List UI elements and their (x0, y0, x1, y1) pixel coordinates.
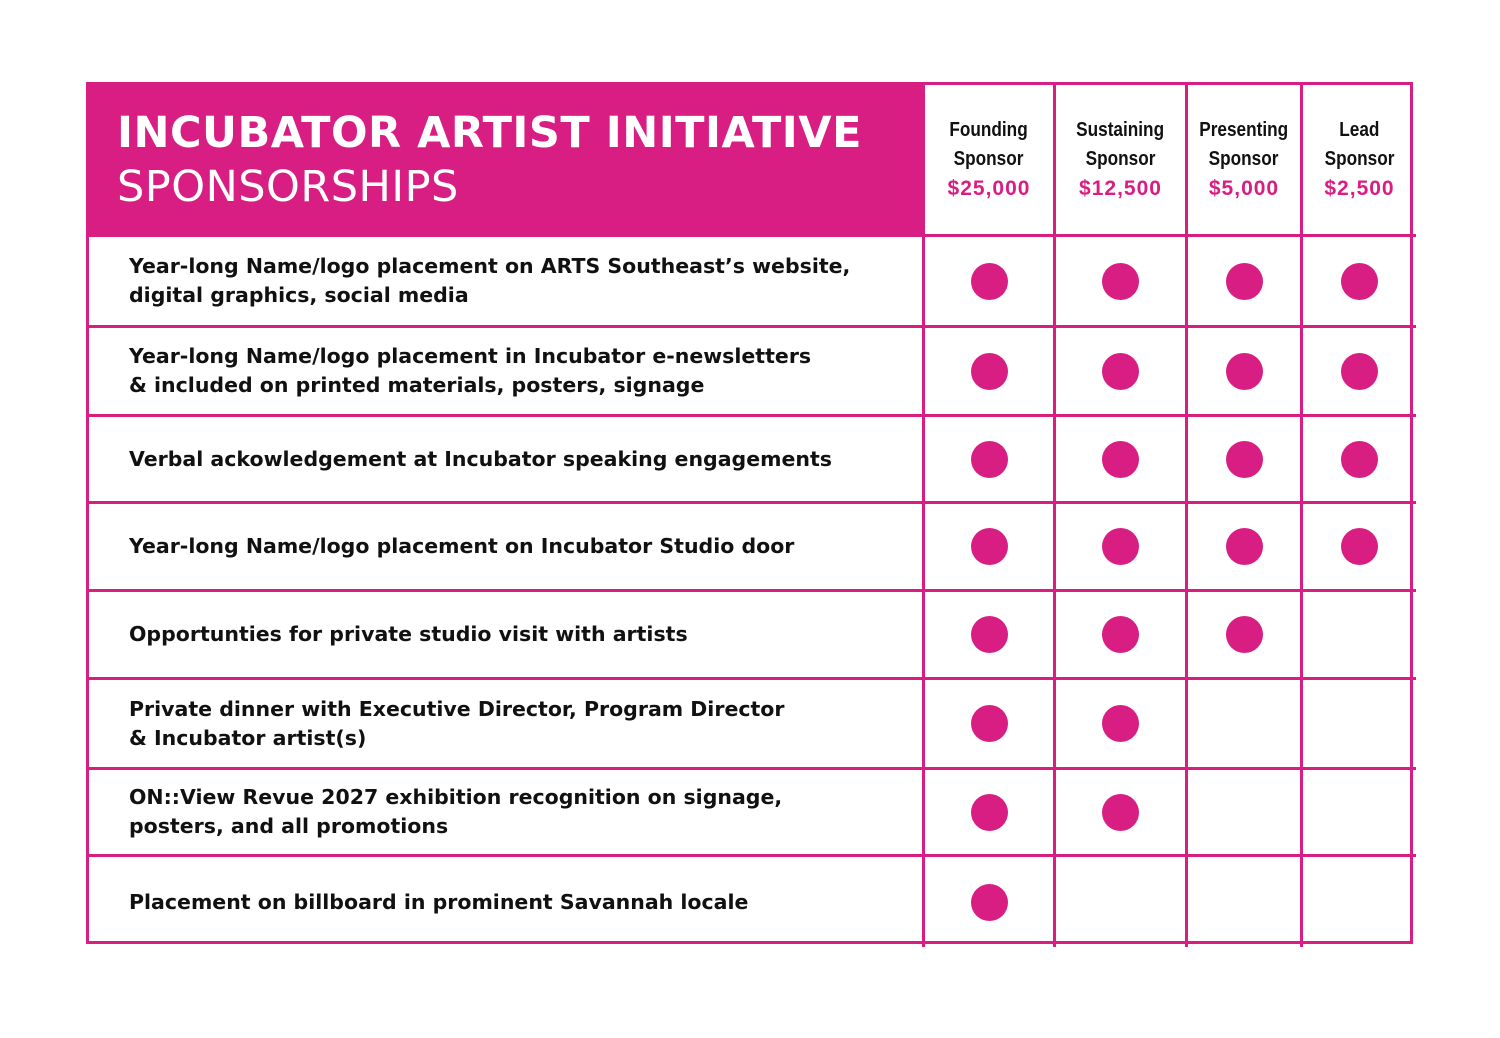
benefit-tier-cell (1188, 680, 1303, 770)
tier-name-line2: Sponsor (1085, 148, 1156, 170)
benefit-label-cell (89, 328, 925, 417)
tier-name-line1: Sustaining (1076, 119, 1165, 141)
benefit-tier-cell (925, 237, 1056, 328)
benefit-text: Opportunties for private studio visit with artists (129, 622, 688, 646)
benefit-text: Verbal ackowledgement at Incubator speaking engagements (129, 446, 832, 471)
included-dot-icon (1226, 263, 1263, 300)
title-main: INCUBATOR ARTIST INITIATIVE (117, 107, 862, 158)
benefit-tier-cell (1188, 504, 1303, 592)
benefit-label-cell (89, 237, 925, 328)
benefit-tier-cell (1056, 680, 1188, 770)
tier-header-2 (1188, 85, 1303, 237)
benefit-tier-cell (1056, 328, 1188, 417)
benefit-tier-cell (1056, 770, 1188, 857)
included-dot-icon (971, 441, 1008, 478)
benefit-tier-cell (925, 592, 1056, 680)
benefit-tier-cell (1056, 504, 1188, 592)
title-sub: SPONSORSHIPS (117, 161, 459, 212)
benefit-tier-cell (1303, 504, 1416, 592)
benefit-tier-cell (1303, 592, 1416, 680)
benefit-tier-cell (1303, 680, 1416, 770)
included-dot-icon (1102, 794, 1139, 831)
benefit-tier-cell (1303, 237, 1416, 328)
benefit-tier-cell (1188, 592, 1303, 680)
benefit-tier-cell (925, 328, 1056, 417)
benefit-tier-cell (925, 504, 1056, 592)
benefit-tier-cell (925, 770, 1056, 857)
benefit-text: ON::View Revue 2027 exhibition recognition on signage, posters, and all promotions (129, 785, 783, 838)
benefit-tier-cell (1056, 417, 1188, 504)
included-dot-icon (1341, 441, 1378, 478)
tier-price: $12,500 (1079, 177, 1162, 200)
tier-name-line1: Presenting (1199, 119, 1289, 141)
included-dot-icon (1102, 528, 1139, 565)
included-dot-icon (1341, 528, 1378, 565)
tier-name-line2: Sponsor (1209, 148, 1279, 170)
benefit-tier-cell (1303, 328, 1416, 417)
benefit-label-cell (89, 592, 925, 680)
table-title-cell (89, 85, 925, 237)
benefit-tier-cell (1303, 857, 1416, 947)
benefit-tier-cell (1056, 592, 1188, 680)
benefit-tier-cell (1188, 770, 1303, 857)
benefit-tier-cell (1188, 857, 1303, 947)
included-dot-icon (971, 263, 1008, 300)
benefit-label-cell (89, 770, 925, 857)
tier-header-3 (1303, 85, 1416, 237)
benefit-tier-cell (1303, 417, 1416, 504)
benefit-tier-cell (925, 857, 1056, 947)
tier-name-line2: Sponsor (1324, 148, 1395, 170)
tier-name-line1: Founding (949, 119, 1029, 141)
benefit-text: Year-long Name/logo placement on ARTS Southeast’s website, digital graphics, social media (129, 254, 851, 307)
included-dot-icon (971, 616, 1008, 653)
benefit-label-cell (89, 504, 925, 592)
included-dot-icon (1226, 528, 1263, 565)
included-dot-icon (1226, 353, 1263, 390)
benefit-label-cell (89, 680, 925, 770)
included-dot-icon (1102, 705, 1139, 742)
tier-price: $5,000 (1208, 177, 1280, 200)
tier-price: $25,000 (947, 177, 1031, 200)
tier-name-line1: Lead (1339, 119, 1380, 141)
benefit-text: Year-long Name/logo placement on Incubator Studio door (129, 534, 795, 558)
benefit-text: Private dinner with Executive Director, Program Director & Incubator artist(s) (129, 696, 785, 750)
benefit-tier-cell (1056, 237, 1188, 328)
benefit-label-cell (89, 857, 925, 947)
included-dot-icon (971, 528, 1008, 565)
tier-name-line2: Sponsor (954, 148, 1024, 170)
tier-header-0 (925, 85, 1056, 237)
included-dot-icon (1226, 616, 1263, 653)
included-dot-icon (1102, 353, 1139, 390)
benefit-tier-cell (1188, 237, 1303, 328)
benefit-text: Year-long Name/logo placement in Incubator e-newsletters & included on printed materials, posters, signage (129, 344, 812, 397)
benefit-tier-cell (1056, 857, 1188, 947)
included-dot-icon (1102, 263, 1139, 300)
included-dot-icon (971, 705, 1008, 742)
benefit-tier-cell (1188, 417, 1303, 504)
benefit-tier-cell (1303, 770, 1416, 857)
benefit-label-cell (89, 417, 925, 504)
included-dot-icon (1102, 441, 1139, 478)
sponsorship-table (86, 82, 1413, 944)
included-dot-icon (1226, 441, 1263, 478)
benefit-tier-cell (925, 680, 1056, 770)
included-dot-icon (971, 353, 1008, 390)
included-dot-icon (1341, 353, 1378, 390)
included-dot-icon (1341, 263, 1378, 300)
included-dot-icon (971, 794, 1008, 831)
tier-price: $2,500 (1324, 177, 1395, 200)
benefit-text: Placement on billboard in prominent Savannah locale (129, 889, 749, 914)
included-dot-icon (971, 884, 1008, 921)
benefit-tier-cell (925, 417, 1056, 504)
included-dot-icon (1102, 616, 1139, 653)
tier-header-1 (1056, 85, 1188, 237)
benefit-tier-cell (1188, 328, 1303, 417)
